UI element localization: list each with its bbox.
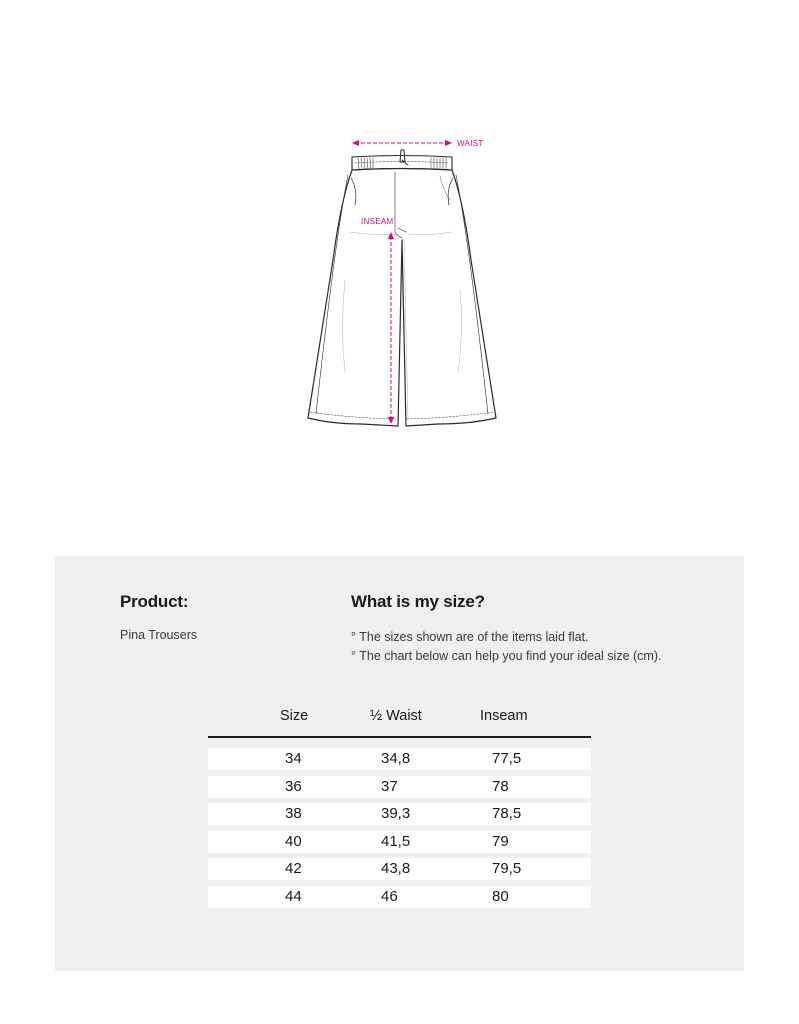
table-row bbox=[208, 858, 591, 880]
inseam-cell: 79 bbox=[492, 832, 509, 850]
inseam-cell: 78,5 bbox=[492, 805, 522, 823]
trousers-outline bbox=[308, 169, 496, 427]
size-note: ° The sizes shown are of the items laid flat. bbox=[351, 630, 589, 644]
table-row bbox=[208, 831, 591, 853]
size-cell: 44 bbox=[285, 887, 302, 905]
size-cell: 36 bbox=[285, 777, 302, 795]
inseam-cell: 79,5 bbox=[492, 860, 522, 878]
column-header-half-waist: ½ Waist bbox=[370, 708, 422, 724]
inseam-cell: 78 bbox=[492, 777, 509, 795]
size-table-header bbox=[208, 708, 591, 728]
product-name: Pina Trousers bbox=[120, 628, 198, 642]
half-waist-cell: 39,3 bbox=[381, 805, 411, 823]
waist-label: WAIST bbox=[457, 139, 484, 148]
half-waist-cell: 34,8 bbox=[381, 750, 411, 767]
inseam-label: INSEAM bbox=[361, 217, 394, 226]
size-cell: 42 bbox=[285, 860, 302, 878]
table-row bbox=[208, 776, 591, 798]
size-guide-notes bbox=[351, 628, 661, 666]
table-row bbox=[208, 748, 591, 770]
table-header-divider bbox=[208, 736, 591, 738]
size-cell: 34 bbox=[285, 750, 302, 767]
inseam-cell: 77,5 bbox=[492, 750, 522, 767]
column-header-size: Size bbox=[280, 708, 309, 724]
half-waist-cell: 43,8 bbox=[381, 860, 411, 878]
table-row bbox=[208, 886, 591, 908]
size-table-body bbox=[208, 748, 591, 914]
size-cell: 40 bbox=[285, 832, 302, 850]
inseam-cell: 80 bbox=[492, 887, 509, 905]
half-waist-cell: 46 bbox=[381, 887, 398, 905]
inseam-measure-arrow bbox=[388, 232, 394, 424]
size-cell: 38 bbox=[285, 805, 302, 823]
product-heading: Product: bbox=[120, 592, 189, 611]
half-waist-cell: 37 bbox=[381, 777, 398, 795]
table-row bbox=[208, 803, 591, 825]
size-guide-heading: What is my size? bbox=[351, 592, 485, 611]
half-waist-cell: 41,5 bbox=[381, 832, 411, 850]
waist-measure-arrow bbox=[352, 140, 452, 146]
column-header-inseam: Inseam bbox=[480, 708, 528, 724]
size-note: ° The chart below can help you find your ideal size (cm). bbox=[351, 649, 662, 663]
